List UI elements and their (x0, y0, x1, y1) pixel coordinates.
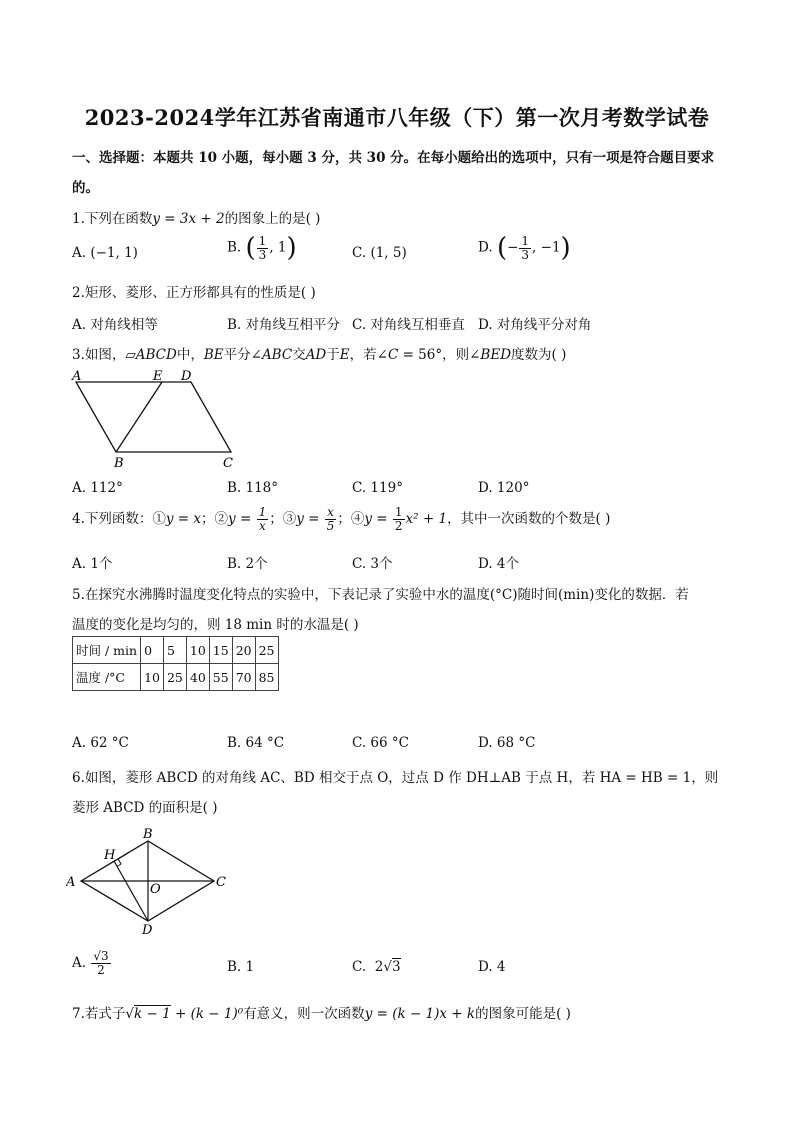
q5-option-c: C. 66 °C (352, 735, 409, 751)
question-7-stem: 7.若式子√k − 1 + (k − 1)⁰有意义，则一次函数y = (k − 1)x + k的图象可能是( ) (72, 1006, 571, 1022)
q4-option-a: A. 1个 (72, 556, 113, 572)
table-cell: 70 (232, 664, 255, 691)
q4-option-c: C. 3个 (352, 556, 393, 572)
data-table (72, 636, 279, 691)
segment-dh (114, 861, 148, 921)
table-cell: 20 (232, 637, 255, 664)
label-d: D (181, 369, 192, 384)
label-a: A (66, 875, 76, 890)
label-h: H (104, 848, 116, 863)
label-b: B (143, 827, 153, 842)
table-cell: 85 (255, 664, 278, 691)
parallelogram-abcd (76, 382, 231, 452)
q3-option-c: C. 119° (352, 480, 403, 496)
segment-be (116, 382, 162, 452)
table-cell: 10 (141, 664, 164, 691)
q6-option-a: A. $\frac{√3}{2}$ (72, 949, 109, 977)
table-cell: 55 (209, 664, 232, 691)
question-3-stem: 3.如图，▱ABCD中，BE平分∠ABC交AD于E，若∠C = 56°，则∠BED度数为( ) (72, 347, 567, 363)
label-d: D (142, 923, 153, 936)
q5-option-b: B. 64 °C (227, 735, 285, 751)
label-e: E (153, 369, 163, 384)
q4-option-b: B. 2个 (227, 556, 268, 572)
table-cell: 40 (186, 664, 209, 691)
q4-option-d: D. 4个 (478, 556, 520, 572)
label-a: A (72, 369, 82, 384)
q6-option-c: C. 2√3 (352, 959, 401, 975)
page-title: 2023-2024学年江苏省南通市八年级（下）第一次月考数学试卷 (84, 105, 710, 130)
table-row-head: 时间 / min (73, 637, 141, 664)
question-4-stem: 4.下列函数：①y = x；②y = $\frac{1}{x}$ ；③y = $\frac{x}{5}$ ；④y = $\frac{1}{2}$ x² + 1，其中一次函数的个数是( ) (72, 505, 611, 533)
table-row (73, 637, 279, 664)
question-5-line2: 温度的变化是均匀的，则 18 min 时的水温是( ) (72, 617, 359, 633)
q2-option-b: B. 对角线互相平分 (227, 317, 341, 333)
question-6-line2: 菱形 ABCD 的面积是( ) (72, 800, 218, 816)
parallelogram-figure (66, 366, 246, 472)
q2-option-a: A. 对角线相等 (72, 317, 158, 333)
section-header-line2: 的。 (72, 180, 99, 196)
q1-option-c: C. (1, 5) (352, 245, 407, 261)
question-1-stem: 1.下列在函数y = 3x + 2的图象上的是( ) (72, 211, 321, 227)
table-cell: 15 (209, 637, 232, 664)
q1-option-d: D. (− $\frac{1}{3}$ , −1) (478, 233, 571, 263)
table-row (73, 664, 279, 691)
q2-option-c: C. 对角线互相垂直 (352, 317, 465, 333)
label-c: C (223, 456, 233, 471)
table-cell: 25 (255, 637, 278, 664)
q1-option-a: A. (−1, 1) (72, 245, 138, 261)
q5-option-a: A. 62 °C (72, 735, 129, 751)
table-row-head: 温度 /°C (73, 664, 141, 691)
table-cell: 10 (186, 637, 209, 664)
table-cell: 5 (163, 637, 186, 664)
label-o: O (150, 882, 161, 897)
q6-option-b: B. 1 (227, 959, 255, 975)
label-c: C (216, 875, 226, 890)
q3-option-d: D. 120° (478, 480, 530, 496)
q3-option-b: B. 118° (227, 480, 279, 496)
rhombus-figure (66, 826, 236, 936)
question-2-stem: 2.矩形、菱形、正方形都具有的性质是( ) (72, 285, 316, 301)
section-header-line1: 一、选择题：本题共 10 小题，每小题 3 分，共 30 分。在每小题给出的选项中，只有一项是符合题目要求 (72, 150, 715, 166)
q1-option-b: B. ( $\frac{1}{3}$ , 1) (227, 233, 297, 263)
question-5-line1: 5.在探究水沸腾时温度变化特点的实验中，下表记录了实验中水的温度(°C)随时间(min)变化的数据．若 (72, 587, 689, 603)
q6-option-d: D. 4 (478, 959, 506, 975)
table-cell: 25 (163, 664, 186, 691)
question-6-line1: 6.如图，菱形 ABCD 的对角线 AC、BD 相交于点 O，过点 D 作 DH⊥AB 于点 H，若 HA = HB = 1，则 (72, 770, 719, 786)
q5-option-d: D. 68 °C (478, 735, 536, 751)
q2-option-d: D. 对角线平分对角 (478, 317, 592, 333)
q3-option-a: A. 112° (72, 480, 123, 496)
label-b: B (114, 456, 124, 471)
temperature-table (72, 636, 279, 691)
table-cell: 0 (141, 637, 164, 664)
